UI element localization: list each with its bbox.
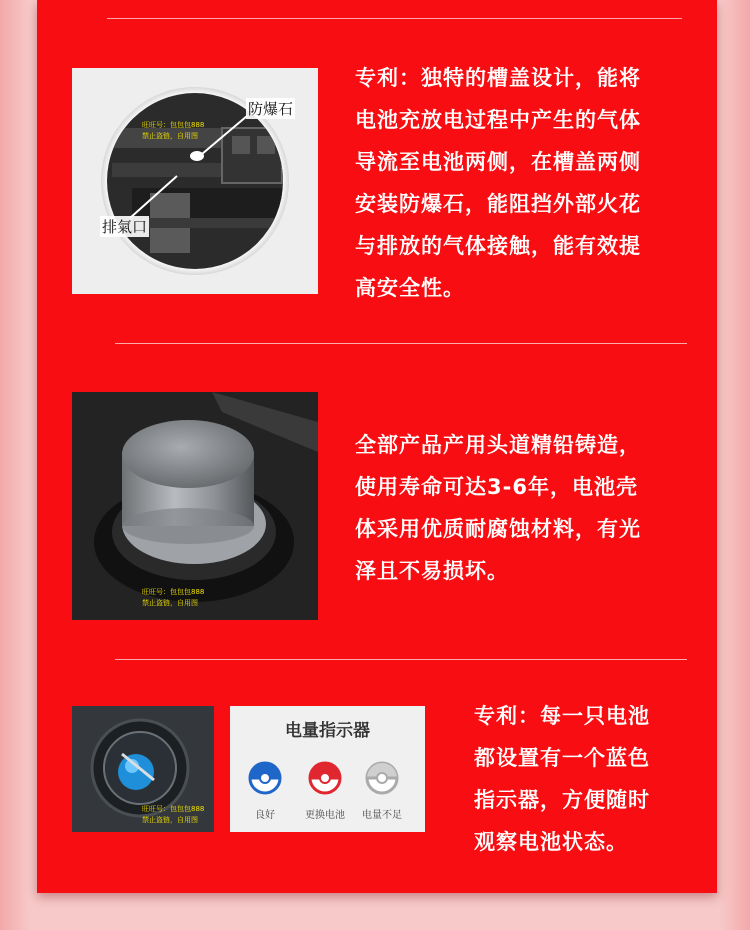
status-good-label: 良好 bbox=[255, 810, 275, 821]
top-divider bbox=[107, 18, 682, 19]
watermark: 旺旺号：包包包888 禁止盗链，自用图 bbox=[142, 588, 205, 607]
status-low-label: 电量不足 bbox=[362, 810, 402, 821]
watermark: 旺旺号：包包包888 禁止盗链，自用图 bbox=[142, 805, 205, 824]
section-1-description bbox=[355, 57, 641, 309]
vent-callout: 排氣口 bbox=[102, 218, 148, 236]
section-3-description bbox=[474, 695, 650, 863]
text-line: 电池充放电过程中产生的气体 bbox=[355, 108, 641, 132]
section-divider-2 bbox=[115, 659, 687, 660]
text-line: 都设置有一个蓝色 bbox=[474, 746, 650, 770]
explosion-stone-callout: 防爆石 bbox=[248, 100, 294, 118]
text-line: 指示器，方便随时 bbox=[474, 788, 650, 812]
text-line: 高安全性。 bbox=[355, 276, 465, 300]
status-low-icon bbox=[367, 763, 397, 793]
lead-terminal-photo bbox=[72, 392, 318, 620]
section-2-description bbox=[355, 424, 641, 592]
text-line: 导流至电池两侧，在槽盖两侧 bbox=[355, 150, 641, 174]
indicator-legend-photo bbox=[230, 706, 425, 832]
text-line: 专利：每一只电池 bbox=[474, 704, 650, 728]
text-line: 全部产品产用头道精铅铸造， bbox=[355, 433, 641, 457]
text-line: 专利：独特的槽盖设计，能将 bbox=[355, 66, 641, 90]
status-good-icon bbox=[250, 763, 280, 793]
indicator-window-photo bbox=[72, 706, 214, 832]
text-line: 观察电池状态。 bbox=[474, 830, 628, 854]
text-line: 体采用优质耐腐蚀材料，有光 bbox=[355, 517, 641, 541]
text-line: 泽且不易损坏。 bbox=[355, 559, 509, 583]
terminal-illustration bbox=[72, 392, 318, 620]
text-line: 安装防爆石，能阻挡外部火花 bbox=[355, 192, 641, 216]
status-replace-icon bbox=[310, 763, 340, 793]
text-line: 使用寿命可达3-6年，电池壳 bbox=[355, 475, 638, 499]
text-line: 与排放的气体接触，能有效提 bbox=[355, 234, 641, 258]
lid-design-photo bbox=[72, 68, 318, 294]
status-replace-label: 更换电池 bbox=[305, 810, 345, 821]
section-divider-1 bbox=[115, 343, 687, 344]
watermark: 旺旺号：包包包888 禁止盗链，自用图 bbox=[142, 121, 205, 140]
indicator-title: 电量指示器 bbox=[285, 721, 370, 741]
